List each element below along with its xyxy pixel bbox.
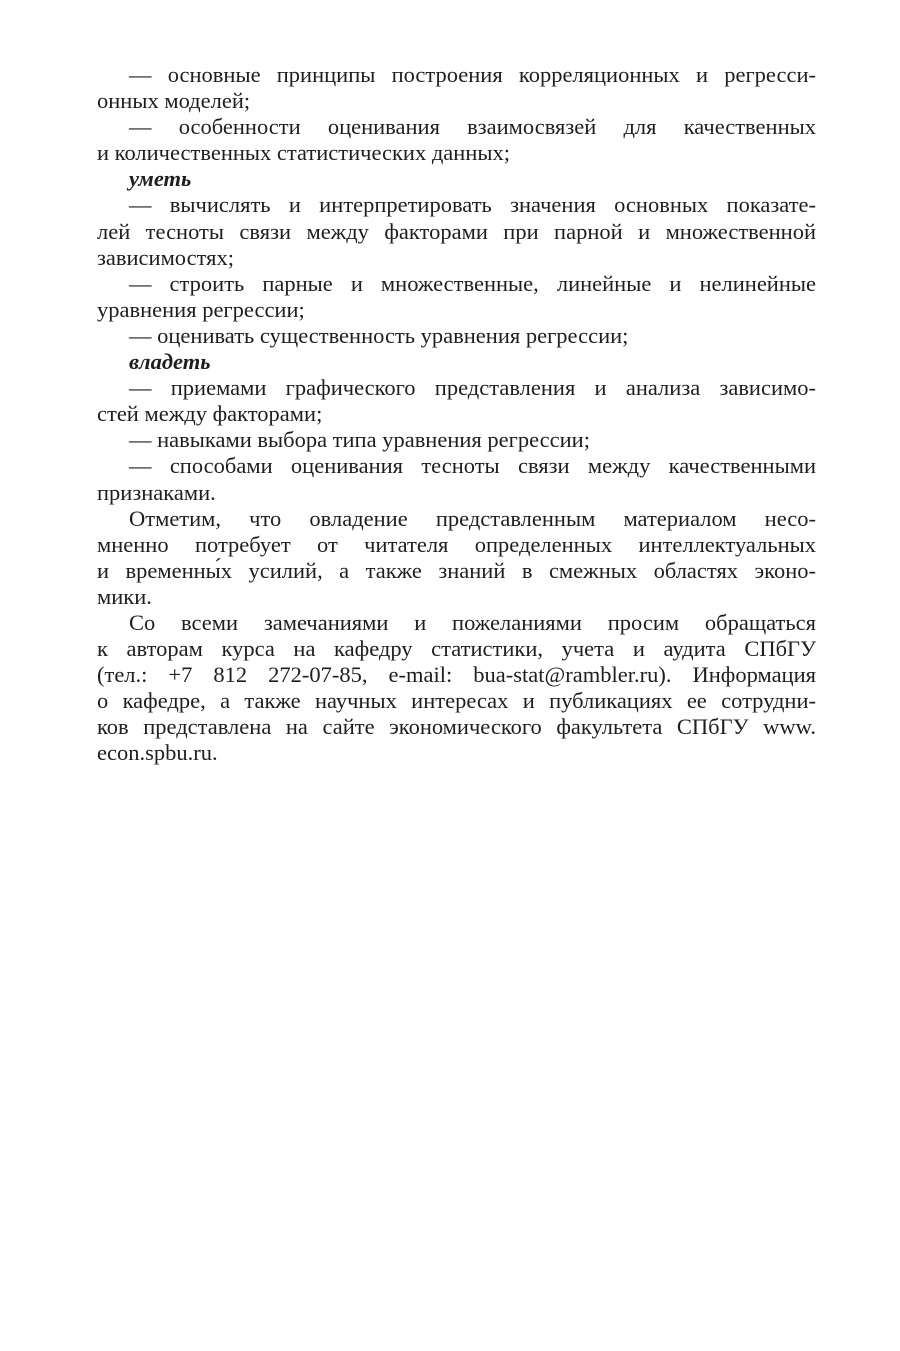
text-line: стей между факторами; — [97, 401, 323, 427]
text-line: — строить парные и множественные, линейные и нелинейные — [129, 270, 816, 296]
page-text — [97, 62, 816, 767]
text-line: ков представлена на сайте экономического факультета СПбГУ www. — [97, 714, 816, 740]
text-line: — способами оценивания тесноты связи между качественными — [129, 453, 816, 479]
text-line: econ.spbu.ru. — [97, 740, 218, 766]
text-line: — навыками выбора типа уравнения регрессии; — [129, 427, 590, 453]
text-line: — приемами графического представления и анализа зависимо- — [129, 375, 816, 401]
section-heading: владеть — [129, 349, 211, 375]
text-line: уравнения регрессии; — [97, 296, 305, 322]
text-line: мненно потребует от читателя определенных интеллектуальных — [97, 531, 816, 557]
text-line: лей тесноты связи между факторами при парной и множественной — [97, 218, 816, 244]
text-line: к авторам курса на кафедру статистики, учета и аудита СПбГУ — [97, 636, 816, 662]
text-line: и количественных статистических данных; — [97, 140, 510, 166]
text-line: признаками. — [97, 479, 216, 505]
text-line: зависимостях; — [97, 244, 234, 270]
section-heading: уметь — [129, 166, 192, 192]
text-line: Отметим, что овладение представленным материалом несо- — [129, 505, 816, 531]
text-line: мики. — [97, 583, 152, 609]
text-line: — вычислять и интерпретировать значения основных показате- — [129, 192, 816, 218]
text-line: о кафедре, а также научных интересах и публикациях ее сотрудни- — [97, 688, 816, 714]
text-line: и временны́х усилий, а также знаний в смежных областях эконо- — [97, 557, 816, 583]
text-line: онных моделей; — [97, 88, 251, 114]
text-line: — основные принципы построения корреляционных и регресси- — [129, 62, 816, 87]
text-line: — оценивать существенность уравнения регрессии; — [129, 322, 629, 348]
text-line: Со всеми замечаниями и пожеланиями просим обращаться — [129, 609, 816, 635]
text-line: — особенности оценивания взаимосвязей для качественных — [129, 114, 816, 140]
text-line: (тел.: +7 812 272-07-85, e-mail: bua-stat@rambler.ru). Информация — [97, 662, 816, 688]
